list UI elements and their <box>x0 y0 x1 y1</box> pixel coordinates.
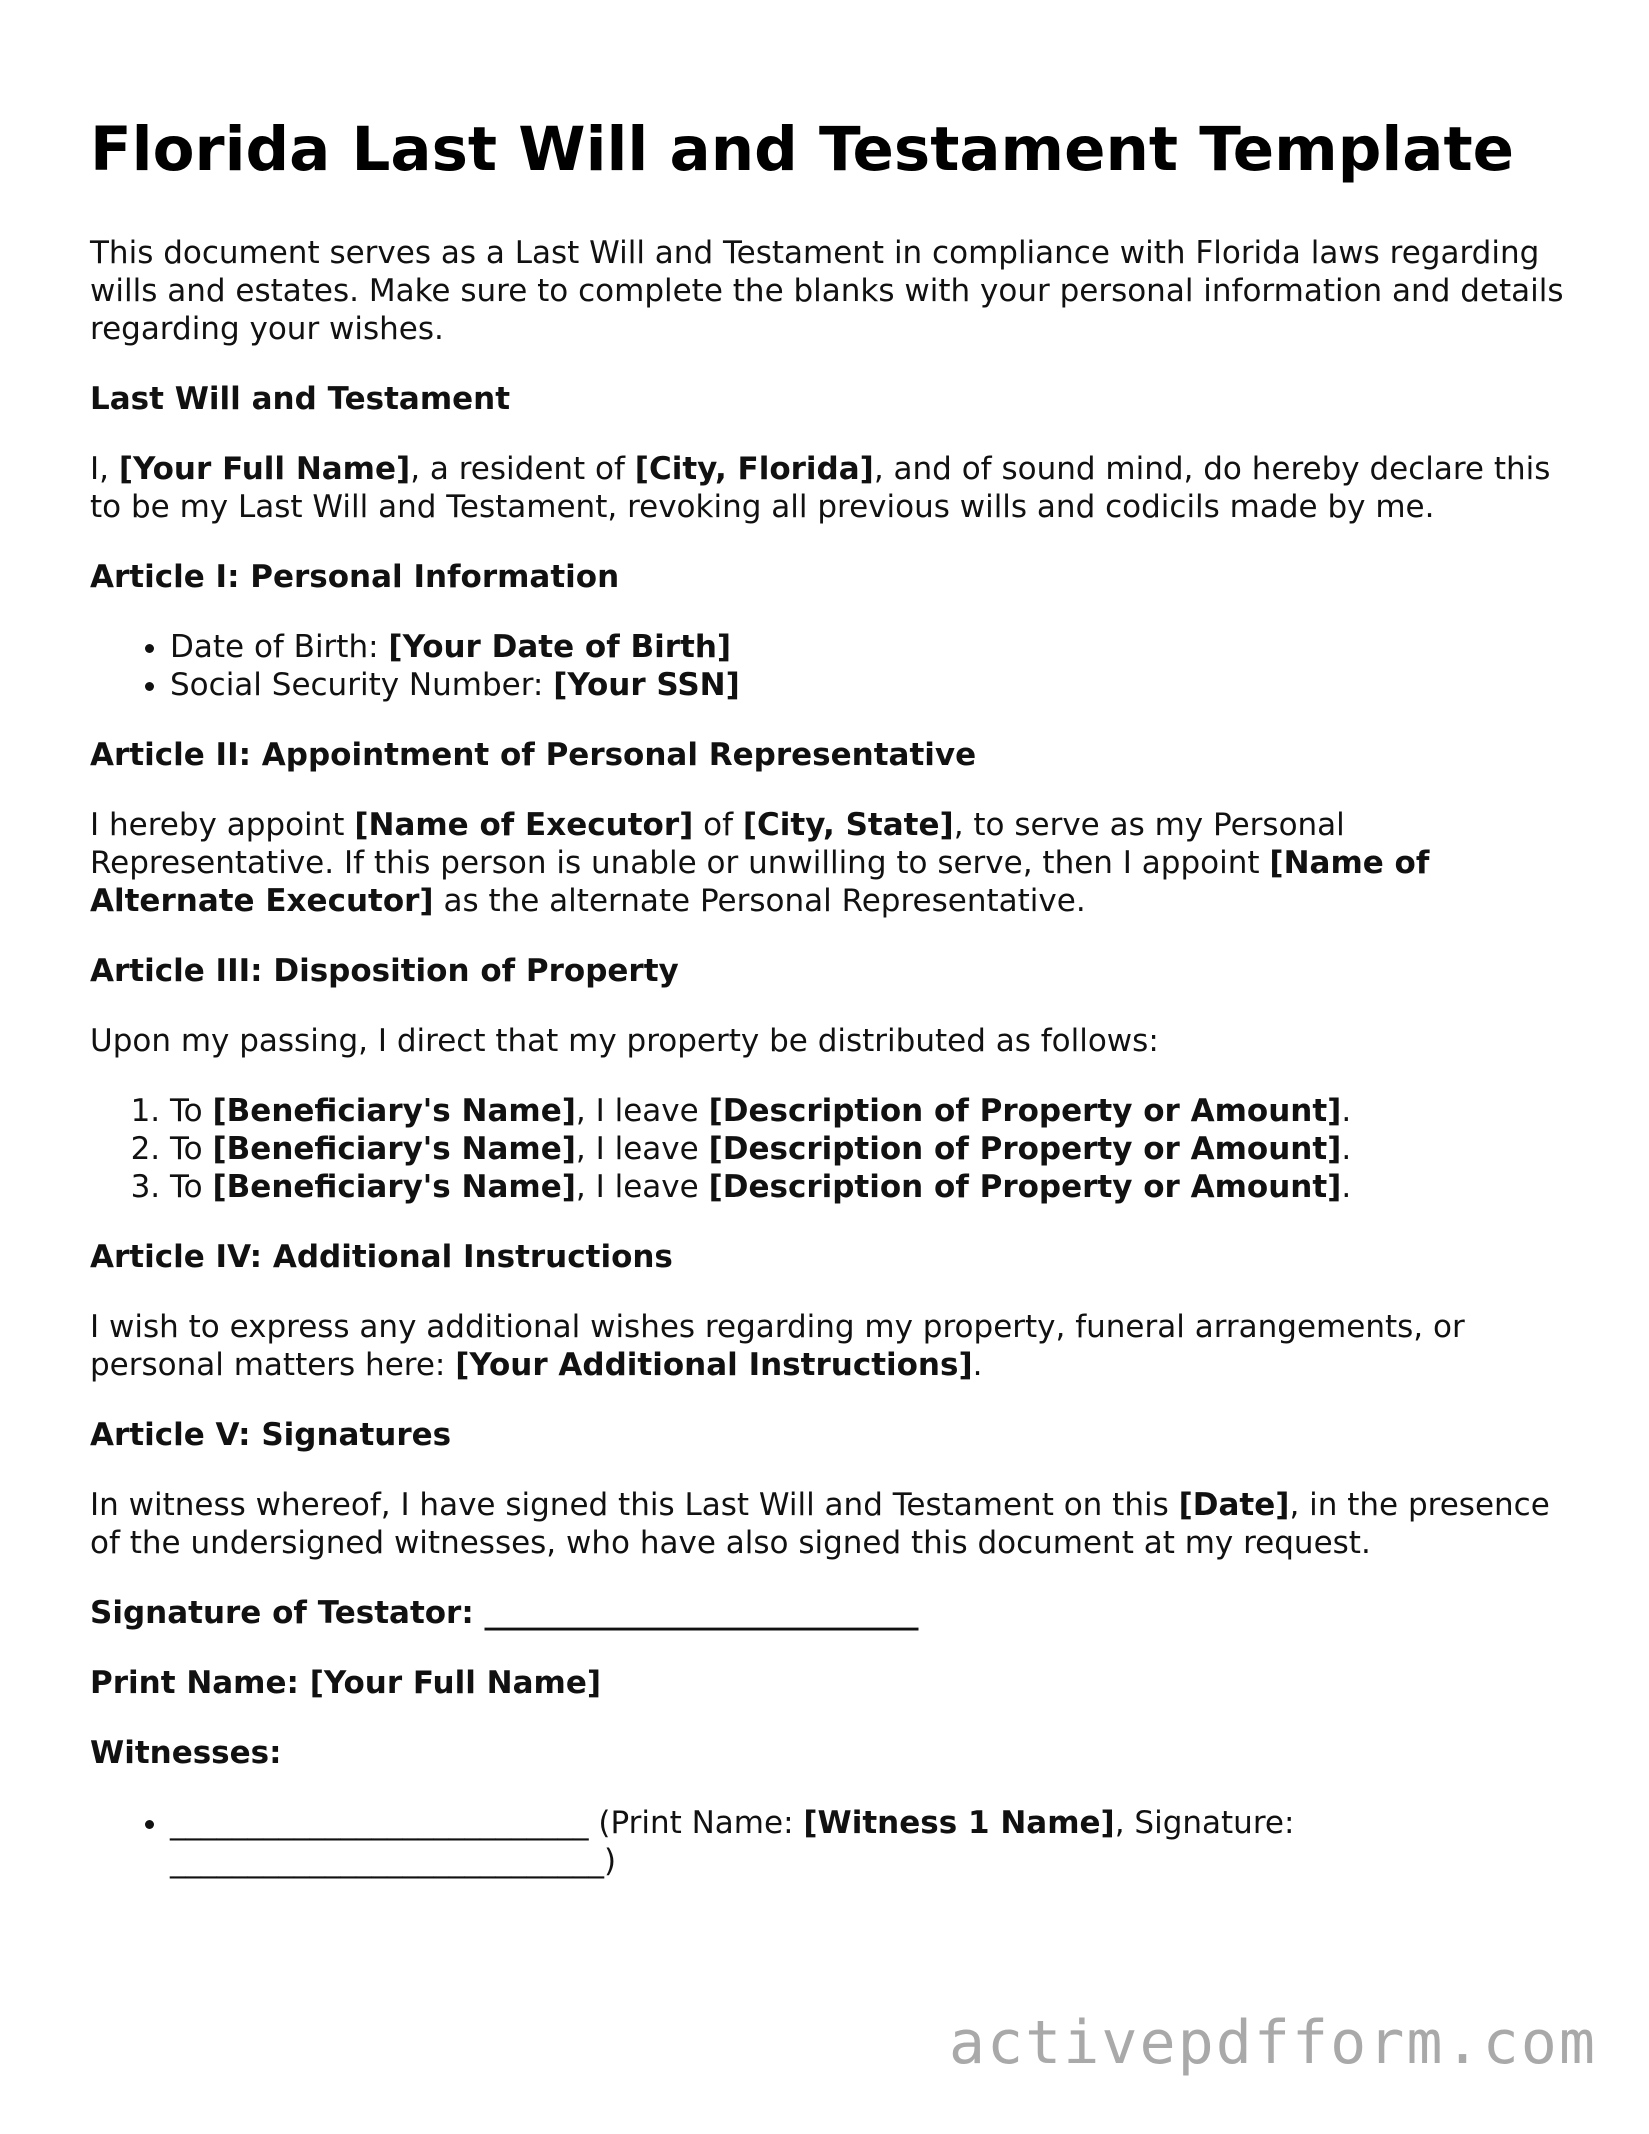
bequest-text: , I leave <box>575 1131 709 1167</box>
article-5-paragraph <box>90 1486 1570 1562</box>
bequest-text: To <box>170 1131 213 1167</box>
property-placeholder: [Description of Property or Amount] <box>708 1131 1342 1167</box>
bequest-text: . <box>1341 1169 1352 1205</box>
dob-placeholder: [Your Date of Birth] <box>388 629 732 665</box>
bequest-text: . <box>1341 1131 1352 1167</box>
executor-placeholder: [Name of Executor] <box>354 807 694 843</box>
article-2-text: as the alternate Personal Representative. <box>433 883 1086 919</box>
bequest-text: To <box>170 1169 213 1205</box>
city-state-placeholder: [City, State] <box>742 807 954 843</box>
article-2-text: I hereby appoint <box>90 807 355 843</box>
declaration-paragraph <box>90 450 1570 526</box>
article-4-heading: Article IV: Additional Instructions <box>90 1239 673 1275</box>
bequest-list <box>90 1092 1570 1206</box>
ssn-label: Social Security Number: <box>170 667 554 703</box>
testator-signature-line <box>90 1594 1570 1632</box>
article-5-text: , in the presence of the undersigned witnesses, who have also signed this document at my request. <box>90 1487 1550 1561</box>
witness-text: ) <box>604 1843 617 1879</box>
alternate-executor-placeholder: [Name of Alternate Executor] <box>90 845 1430 919</box>
bequest-text: To <box>170 1093 213 1129</box>
witness-text: , Signature: <box>1114 1805 1295 1841</box>
declaration-text: , and of sound mind, do hereby declare this to be my Last Will and Testament, revoking all previous wills and codicils made by me. <box>90 451 1551 525</box>
city-placeholder: [City, Florida] <box>634 451 874 487</box>
witness-name-placeholder: [Witness 1 Name] <box>803 1805 1115 1841</box>
ssn-placeholder: [Your SSN] <box>553 667 740 703</box>
article-1-heading: Article I: Personal Information <box>90 559 620 595</box>
bequest-text: . <box>1341 1093 1352 1129</box>
article-2-paragraph <box>90 806 1570 920</box>
watermark: activepdfform.com <box>948 2008 1597 2078</box>
witness-signature-blank: ___________________________ <box>170 1805 589 1841</box>
article-3-heading: Article III: Disposition of Property <box>90 953 679 989</box>
date-placeholder: [Date] <box>1178 1487 1290 1523</box>
intro-paragraph: This document serves as a Last Will and Testament in compliance with Florida laws regarding wills and estates. Make sure to complete the blanks with your personal information and details regarding your wishes. <box>90 235 1564 347</box>
article-4-paragraph <box>90 1308 1570 1384</box>
testator-signature-label: Signature of Testator: <box>90 1595 485 1631</box>
article-3-intro: Upon my passing, I direct that my property be distributed as follows: <box>90 1023 1159 1059</box>
witness-signature-blank-2: ____________________________ <box>170 1843 604 1879</box>
list-item <box>170 1130 1570 1168</box>
property-placeholder: [Description of Property or Amount] <box>708 1093 1342 1129</box>
list-item <box>170 628 1570 666</box>
list-item <box>170 1168 1570 1206</box>
property-placeholder: [Description of Property or Amount] <box>708 1169 1342 1205</box>
beneficiary-placeholder: [Beneficiary's Name] <box>212 1131 576 1167</box>
beneficiary-placeholder: [Beneficiary's Name] <box>212 1093 576 1129</box>
bequest-text: , I leave <box>575 1093 709 1129</box>
witness-text: (Print Name: <box>588 1805 804 1841</box>
witnesses-heading: Witnesses: <box>90 1735 282 1771</box>
personal-info-list <box>90 628 1570 704</box>
witness-list <box>90 1804 1570 1880</box>
article-2-text: , to serve as my Personal Representative. If this person is unable or unwilling to serve, then I appoint <box>90 807 1345 881</box>
list-item <box>170 1804 1570 1880</box>
document-page <box>90 112 1570 1912</box>
article-4-text: I wish to express any additional wishes regarding my property, funeral arrangements, or personal matters here: <box>90 1309 1465 1383</box>
declaration-text: , a resident of <box>410 451 635 487</box>
article-2-text: of <box>693 807 743 843</box>
article-4-text: . <box>972 1347 983 1383</box>
dob-label: Date of Birth: <box>170 629 389 665</box>
page-title: Florida Last Will and Testament Template <box>90 114 1514 185</box>
article-5-text: In witness whereof, I have signed this Last Will and Testament on this <box>90 1487 1179 1523</box>
testator-signature-blank: ____________________________ <box>484 1595 919 1631</box>
full-name-placeholder: [Your Full Name] <box>118 451 411 487</box>
print-name: Print Name: [Your Full Name] <box>90 1665 602 1701</box>
article-5-heading: Article V: Signatures <box>90 1417 452 1453</box>
bequest-text: , I leave <box>575 1169 709 1205</box>
article-2-heading: Article II: Appointment of Personal Representative <box>90 737 977 773</box>
list-item <box>170 1092 1570 1130</box>
declaration-text: I, <box>90 451 119 487</box>
list-item <box>170 666 1570 704</box>
section-heading: Last Will and Testament <box>90 381 511 417</box>
instructions-placeholder: [Your Additional Instructions] <box>455 1347 973 1383</box>
beneficiary-placeholder: [Beneficiary's Name] <box>212 1169 576 1205</box>
